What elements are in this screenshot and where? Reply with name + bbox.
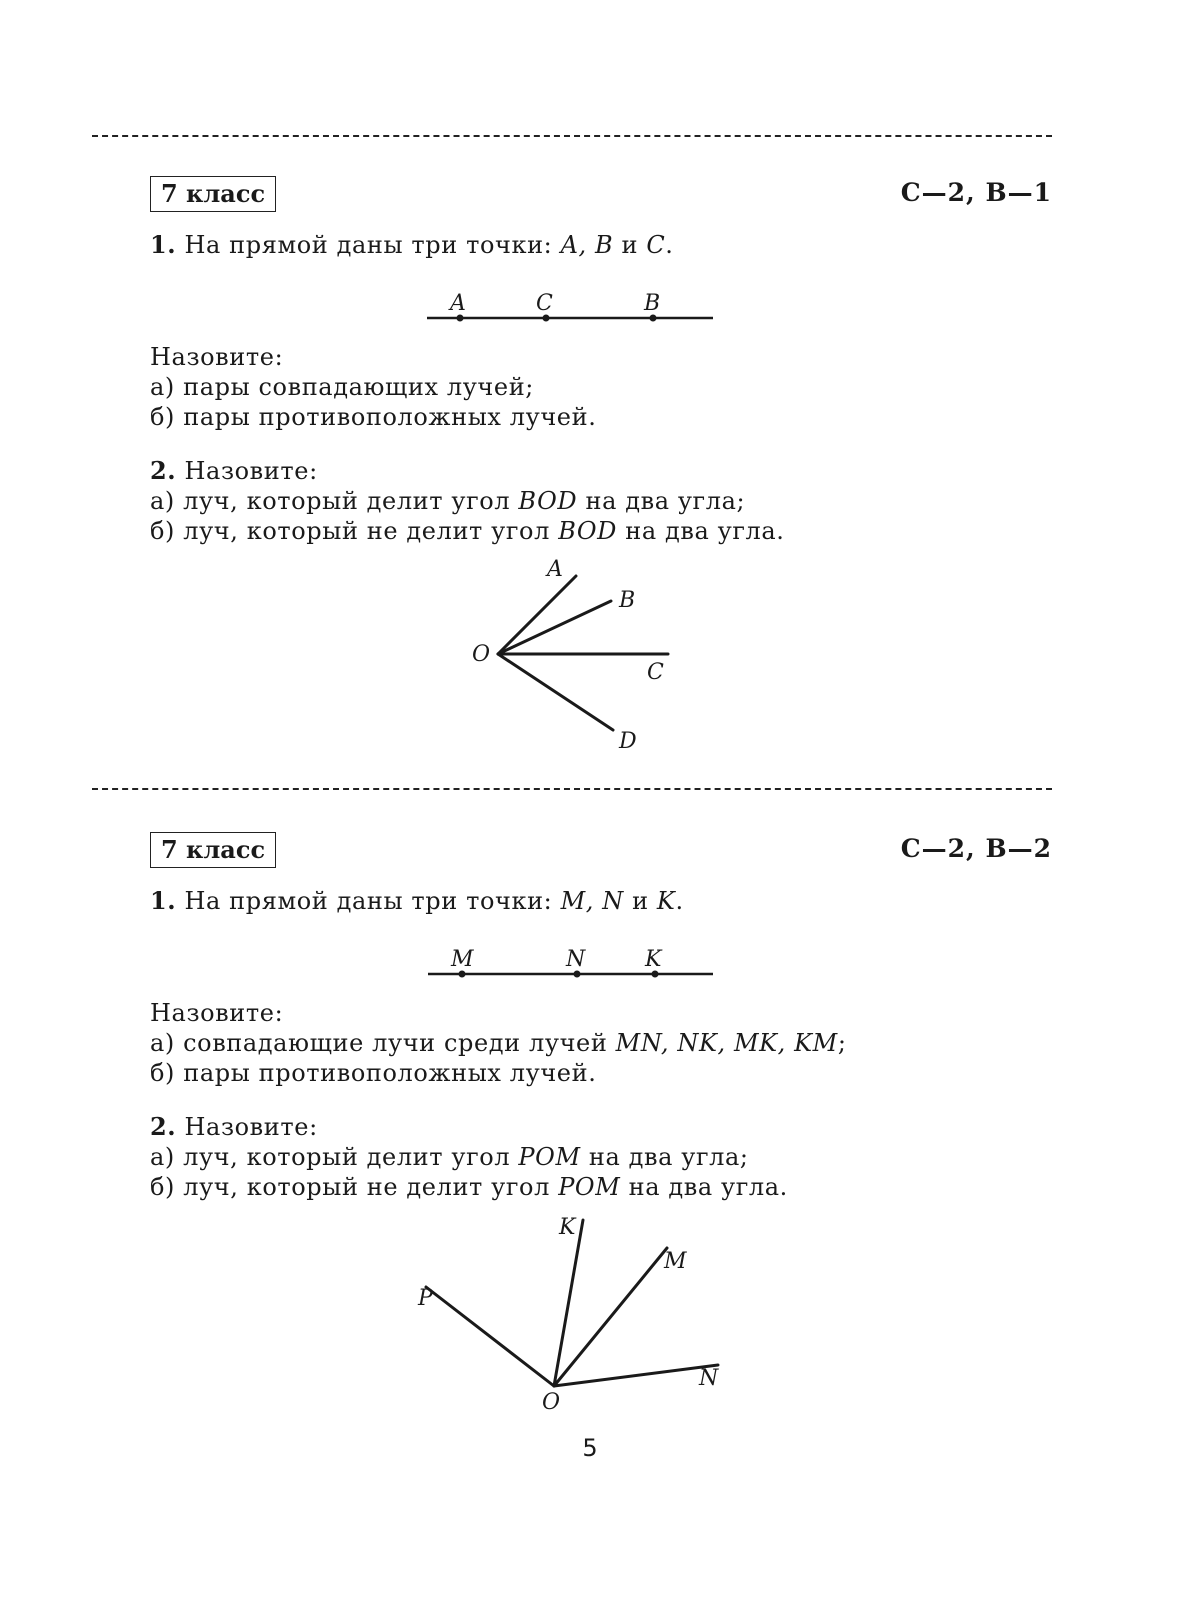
task-2-item-b: [150, 1172, 1052, 1202]
task-number: 2.: [150, 1112, 177, 1141]
rays-diagram: [150, 554, 1052, 764]
vertex-label: O: [542, 1390, 561, 1415]
variant-1: [150, 176, 1052, 764]
item-text: б) луч, который не делит угол: [150, 517, 550, 545]
grade-box: 7 класс: [150, 832, 276, 868]
point-names: A, B: [560, 231, 614, 259]
variant-code: С—2, В—1: [900, 178, 1052, 207]
variant-header: [150, 832, 1052, 872]
task-text: На прямой даны три точки:: [184, 887, 553, 915]
last-point: C: [646, 231, 666, 259]
variant-code: С—2, В—2: [900, 834, 1052, 863]
angle-name: BOD: [518, 487, 578, 515]
item-text: на два угла.: [625, 517, 785, 545]
ray-ob: [498, 601, 611, 654]
last-point: K: [656, 887, 676, 915]
task-number: 2.: [150, 456, 177, 485]
ray-om: [554, 1248, 667, 1386]
name-label: Назовите:: [150, 999, 284, 1027]
task-1-statement: [150, 886, 1052, 916]
task-2-statement: [150, 456, 1052, 486]
task-1-item-a: [150, 1028, 1052, 1058]
item-text: а) луч, который делит угол: [150, 1143, 511, 1171]
ray-ok: [554, 1220, 583, 1386]
item-text: а) луч, который делит угол: [150, 487, 511, 515]
ray-label: N: [699, 1366, 719, 1391]
item-text: б) луч, который не делит угол: [150, 1173, 550, 1201]
grade-box: 7 класс: [150, 176, 276, 212]
ray-label: K: [559, 1215, 576, 1240]
ray-names: MN, NK, MK, KM: [615, 1029, 838, 1057]
point-label: B: [644, 291, 661, 316]
task-1-item-a: а) пары совпадающих лучей;: [150, 373, 534, 401]
task-1-statement: [150, 230, 1052, 260]
ray-on: [554, 1365, 718, 1386]
variant-header: [150, 176, 1052, 216]
item-text: на два угла;: [588, 1143, 749, 1171]
point-label: N: [566, 947, 586, 972]
point-label: M: [451, 947, 474, 972]
task-number: 1.: [150, 230, 177, 259]
angle-name: POM: [558, 1173, 621, 1201]
point-names: M, N: [560, 887, 624, 915]
cut-line-middle: [92, 788, 1052, 790]
task-2-statement: [150, 1112, 1052, 1142]
sentence-end: .: [665, 231, 674, 259]
cut-line-top: [92, 135, 1052, 137]
line-diagram: [150, 916, 1052, 986]
task-text: На прямой даны три точки:: [184, 231, 553, 259]
sentence-end: .: [675, 887, 684, 915]
point-label: K: [645, 947, 662, 972]
line-diagram: [150, 260, 1052, 330]
item-text: на два угла;: [585, 487, 746, 515]
rays-diagram: [150, 1210, 1052, 1430]
task-number: 1.: [150, 886, 177, 915]
page-number: 5: [582, 1434, 598, 1462]
ray-label: P: [418, 1286, 433, 1311]
ray-label: D: [619, 729, 637, 754]
ray-od: [498, 654, 613, 730]
ray-oa: [498, 576, 576, 654]
ray-label: M: [664, 1249, 687, 1274]
ray-label: A: [547, 557, 563, 582]
vertex-label: O: [472, 642, 491, 667]
task-1-item-b: б) пары противоположных лучей.: [150, 1059, 597, 1087]
conjunction: и: [632, 887, 649, 915]
conjunction: и: [621, 231, 639, 259]
task-2-item-b: [150, 516, 1052, 546]
name-label: Назовите:: [184, 457, 318, 485]
ray-label: C: [647, 660, 664, 685]
item-text: на два угла.: [628, 1173, 788, 1201]
task-1-item-b: б) пары противоположных лучей.: [150, 403, 597, 431]
item-end: ;: [837, 1029, 847, 1057]
item-text: а) совпадающие лучи среди лучей: [150, 1029, 608, 1057]
ray-op: [426, 1287, 554, 1386]
angle-name: BOD: [558, 517, 617, 545]
task-2-item-a: [150, 1142, 1052, 1172]
ray-label: B: [619, 588, 636, 613]
name-label: Назовите:: [150, 343, 284, 371]
point-label: A: [450, 291, 466, 316]
name-label: Назовите:: [184, 1113, 318, 1141]
angle-name: POM: [518, 1143, 581, 1171]
task-2-item-a: [150, 486, 1052, 516]
point-label: C: [536, 291, 553, 316]
variant-2: [150, 832, 1052, 1430]
